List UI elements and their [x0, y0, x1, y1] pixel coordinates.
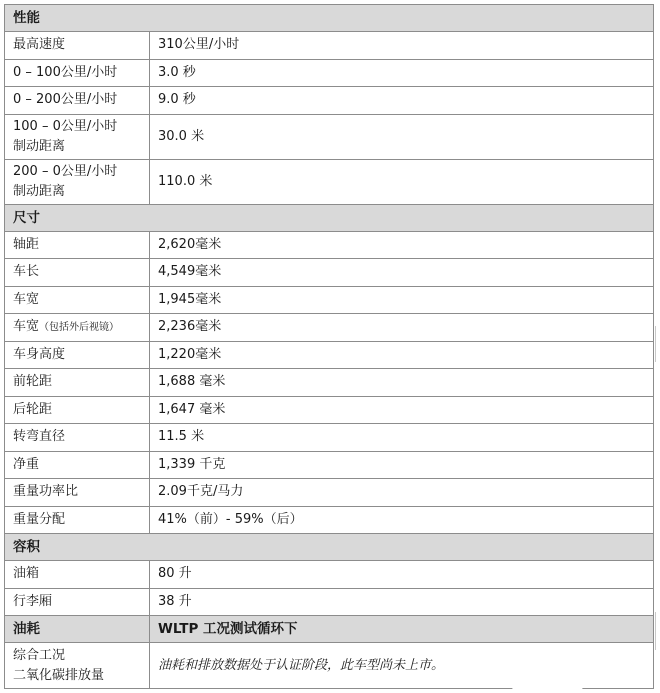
section-capacity — [5, 534, 654, 561]
spec-label: 重量分配 — [5, 506, 150, 534]
edge-mark — [655, 612, 660, 650]
spec-label-line: 制动距离 — [13, 183, 66, 199]
table-row — [5, 424, 654, 452]
spec-label-line: 100 – 0公里/小时 — [13, 118, 118, 134]
spec-label: 车长 — [5, 259, 150, 287]
section-fuel — [5, 616, 654, 643]
section-title-fuel: 油耗 — [5, 616, 150, 643]
spec-value: 11.5 米 — [150, 424, 654, 452]
fuel-note: 油耗和排放数据处于认证阶段，此车型尚未上市。 — [150, 643, 654, 689]
spec-label: 油箱 — [5, 561, 150, 589]
section-title-dimensions: 尺寸 — [5, 204, 654, 231]
spec-value: 110.0 米 — [150, 159, 654, 204]
spec-label-line: 综合工况 — [13, 647, 66, 663]
spec-label-note: （包括外后视镜） — [39, 321, 120, 333]
spec-value: 2,620毫米 — [150, 231, 654, 259]
spec-value: 3.0 秒 — [150, 59, 654, 87]
table-row — [5, 286, 654, 314]
table-row — [5, 314, 654, 342]
spec-value: 2.09千克/马力 — [150, 479, 654, 507]
table-row — [5, 114, 654, 159]
spec-label-line: 二氧化碳排放量 — [13, 667, 105, 683]
spec-label: 转弯直径 — [5, 424, 150, 452]
spec-value: 4,549毫米 — [150, 259, 654, 287]
spec-label: 轴距 — [5, 231, 150, 259]
spec-label — [5, 114, 150, 159]
table-row — [5, 159, 654, 204]
spec-value: 1,647 毫米 — [150, 396, 654, 424]
spec-value: 1,688 毫米 — [150, 369, 654, 397]
spec-label: 净重 — [5, 451, 150, 479]
spec-label: 重量功率比 — [5, 479, 150, 507]
section-title-performance: 性能 — [5, 5, 654, 32]
spec-label-text: 车宽 — [13, 318, 40, 334]
spec-value: 30.0 米 — [150, 114, 654, 159]
table-row — [5, 561, 654, 589]
table-row — [5, 59, 654, 87]
spec-value: 41%（前）- 59%（后） — [150, 506, 654, 534]
spec-label: 车宽 — [5, 286, 150, 314]
spec-label-line: 制动距离 — [13, 138, 66, 154]
section-dimensions — [5, 204, 654, 231]
table-row — [5, 87, 654, 115]
spec-label: 0 – 200公里/小时 — [5, 87, 150, 115]
spec-value: 310公里/小时 — [150, 32, 654, 60]
spec-value: 2,236毫米 — [150, 314, 654, 342]
spec-label: 行李厢 — [5, 588, 150, 616]
table-row — [5, 451, 654, 479]
table-row — [5, 259, 654, 287]
spec-value: 1,339 千克 — [150, 451, 654, 479]
edge-mark — [655, 326, 660, 362]
table-row — [5, 341, 654, 369]
spec-label: 前轮距 — [5, 369, 150, 397]
table-row — [5, 231, 654, 259]
table-row — [5, 479, 654, 507]
spec-label — [5, 159, 150, 204]
spec-label: 车身高度 — [5, 341, 150, 369]
section-performance — [5, 5, 654, 32]
spec-label-line: 200 – 0公里/小时 — [13, 163, 118, 179]
spec-label — [5, 314, 150, 342]
table-row — [5, 369, 654, 397]
section-title-capacity: 容积 — [5, 534, 654, 561]
spec-value: 80 升 — [150, 561, 654, 589]
spec-label: 0 – 100公里/小时 — [5, 59, 150, 87]
spec-value: 38 升 — [150, 588, 654, 616]
spec-label: 后轮距 — [5, 396, 150, 424]
spec-value: 1,220毫米 — [150, 341, 654, 369]
table-row — [5, 588, 654, 616]
spec-value: 1,945毫米 — [150, 286, 654, 314]
spec-label — [5, 643, 150, 689]
table-row — [5, 396, 654, 424]
spec-table — [4, 4, 654, 689]
table-row — [5, 506, 654, 534]
spec-label: 最高速度 — [5, 32, 150, 60]
spec-value: 9.0 秒 — [150, 87, 654, 115]
fuel-test-cycle: WLTP 工况测试循环下 — [150, 616, 654, 643]
table-row — [5, 32, 654, 60]
